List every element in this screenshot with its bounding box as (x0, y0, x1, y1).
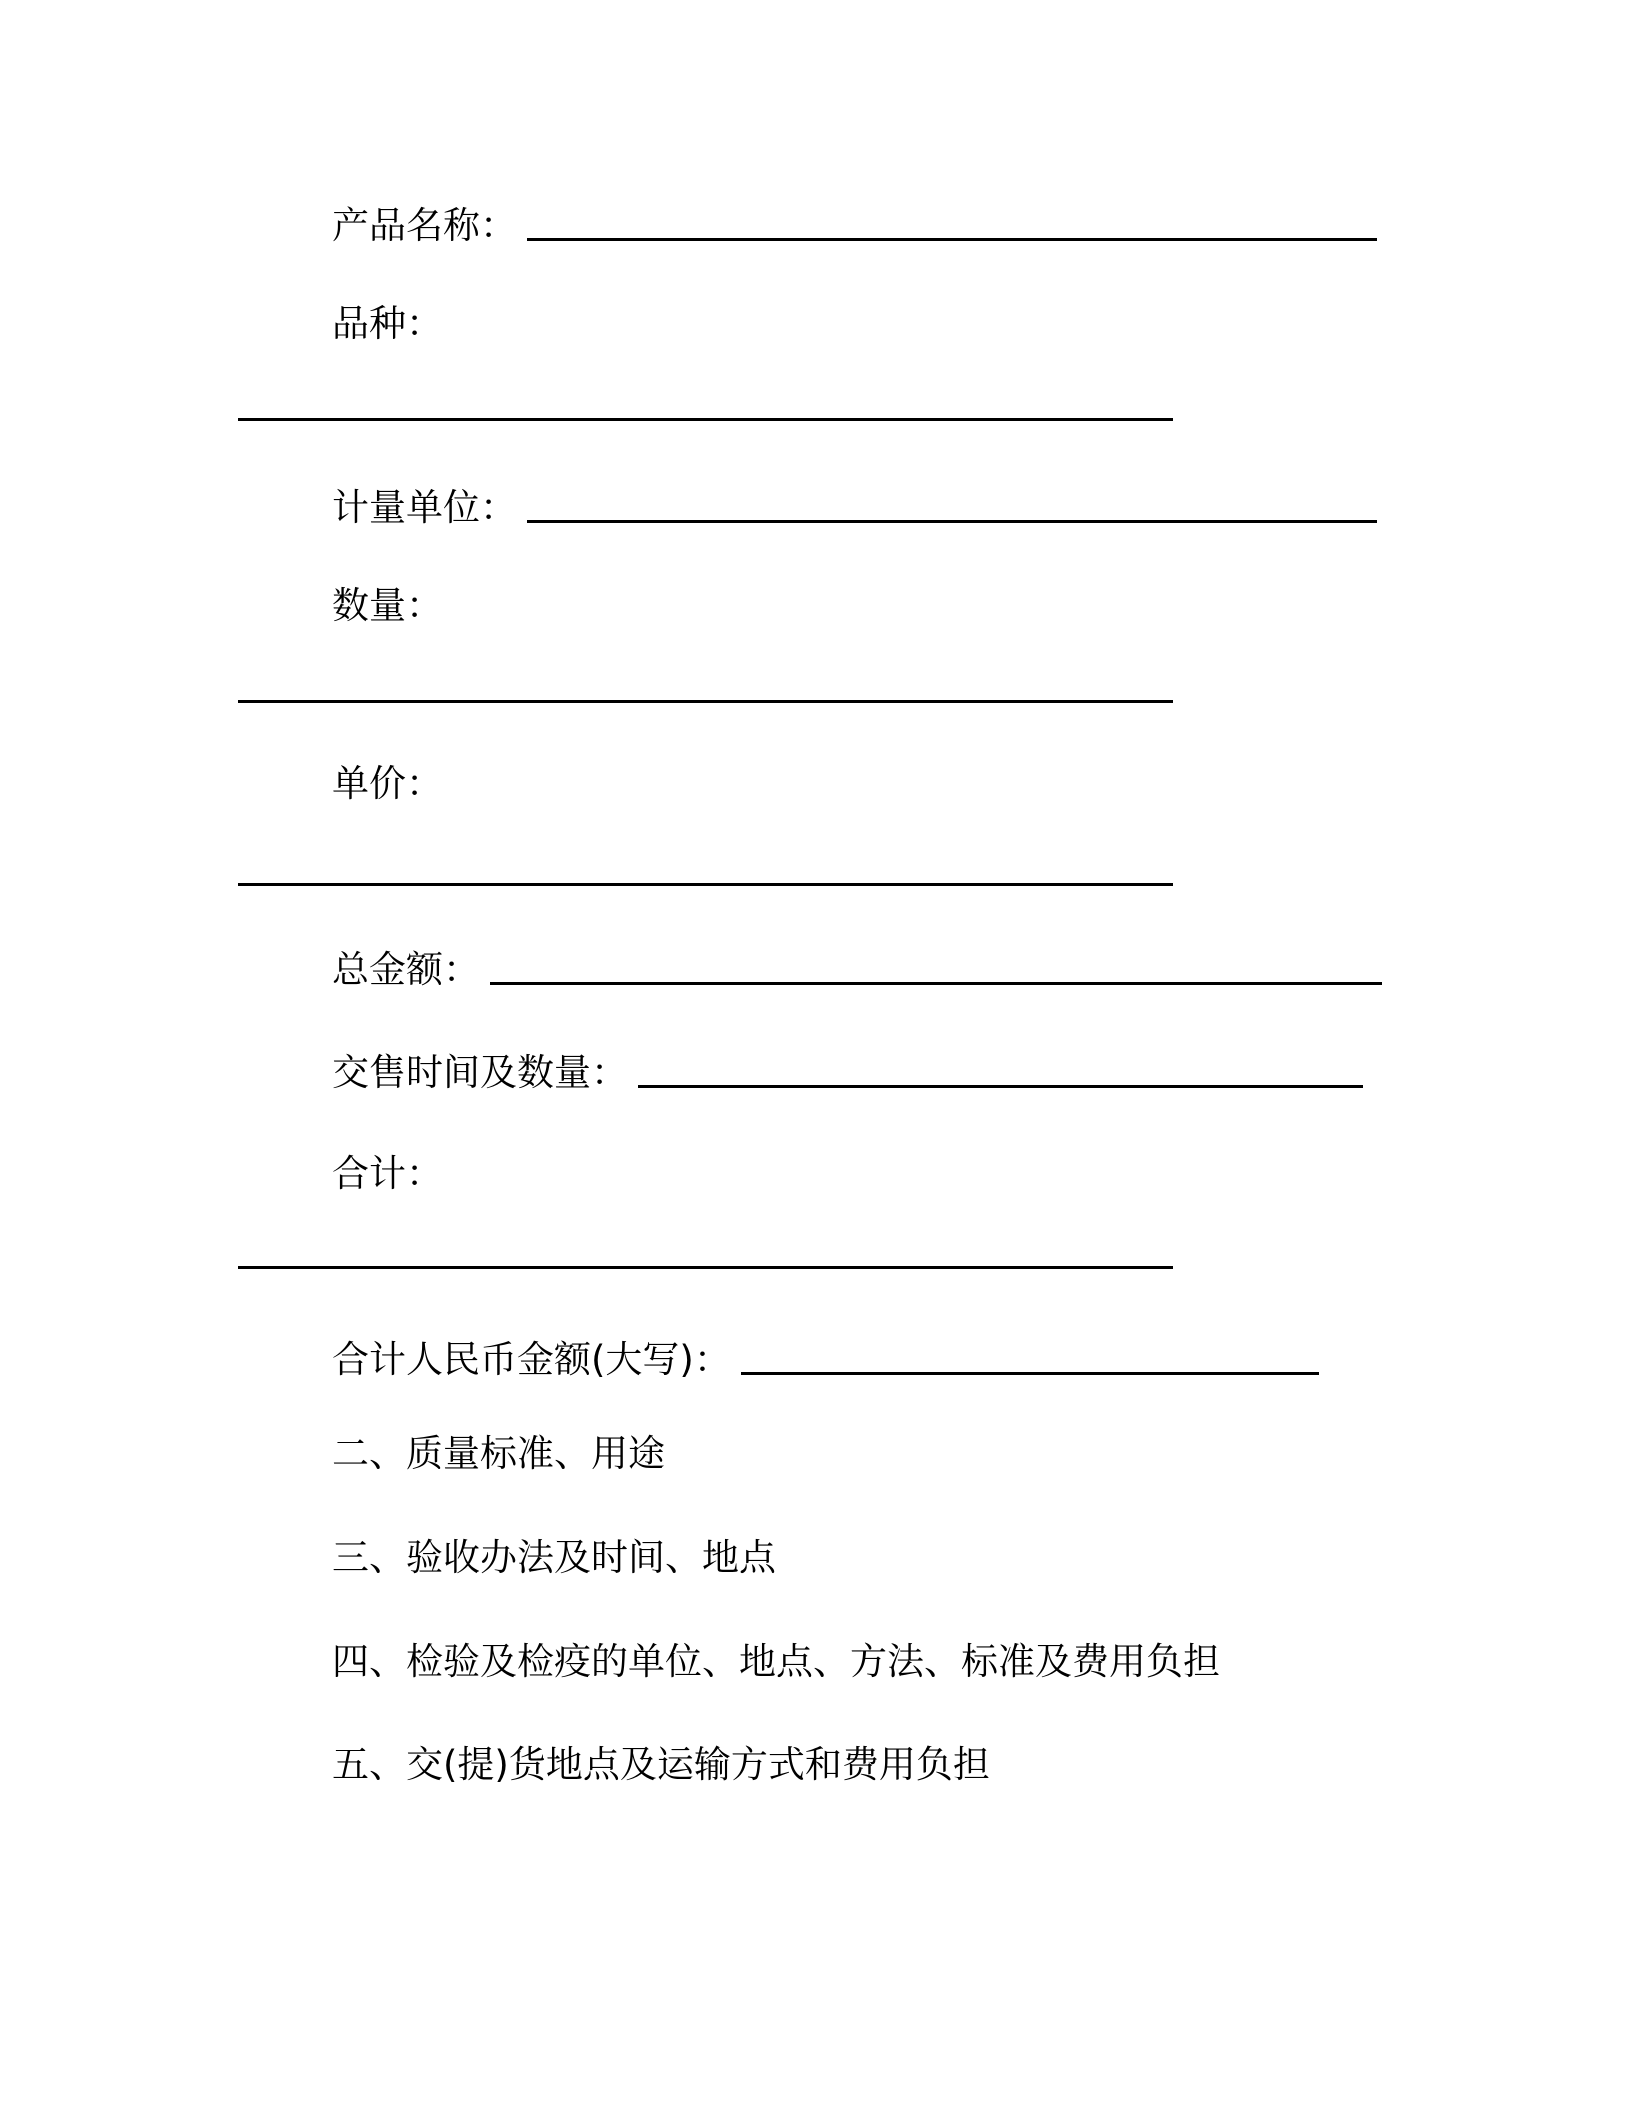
subtotal-blank[interactable] (238, 1266, 1173, 1269)
total-amount-blank[interactable] (490, 954, 1382, 985)
total-rmb-blank[interactable] (741, 1344, 1319, 1375)
unit-row (332, 478, 1377, 534)
unit-price-label: 单价： (332, 761, 443, 805)
quantity-label: 数量： (332, 583, 443, 627)
unit-price-row (332, 754, 443, 810)
variety-row (332, 294, 443, 350)
total-amount-label: 总金额： (332, 947, 480, 991)
delivery-time-blank[interactable] (638, 1057, 1363, 1088)
section-inspection: 四、检验及检疫的单位、地点、方法、标准及费用负担 (332, 1640, 1220, 1683)
subtotal-row (332, 1144, 443, 1200)
unit-price-blank[interactable] (238, 883, 1173, 886)
quantity-blank[interactable] (238, 700, 1173, 703)
product-name-blank[interactable] (527, 210, 1377, 241)
total-amount-row (332, 940, 1382, 996)
unit-blank[interactable] (527, 492, 1377, 523)
total-rmb-row (332, 1330, 1319, 1386)
product-name-label: 产品名称： (332, 203, 517, 247)
subtotal-label: 合计： (332, 1151, 443, 1195)
delivery-time-row (332, 1043, 1363, 1099)
section-quality-standard: 二、质量标准、用途 (332, 1432, 665, 1475)
variety-label: 品种： (332, 301, 443, 345)
product-name-row (332, 196, 1377, 252)
section-acceptance-method: 三、验收办法及时间、地点 (332, 1536, 776, 1579)
section-delivery-transport: 五、交(提)货地点及运输方式和费用负担 (332, 1743, 990, 1786)
quantity-row (332, 576, 443, 632)
variety-blank[interactable] (238, 418, 1173, 421)
total-rmb-label: 合计人民币金额(大写)： (332, 1337, 731, 1381)
unit-label: 计量单位： (332, 485, 517, 529)
delivery-time-label: 交售时间及数量： (332, 1050, 628, 1094)
